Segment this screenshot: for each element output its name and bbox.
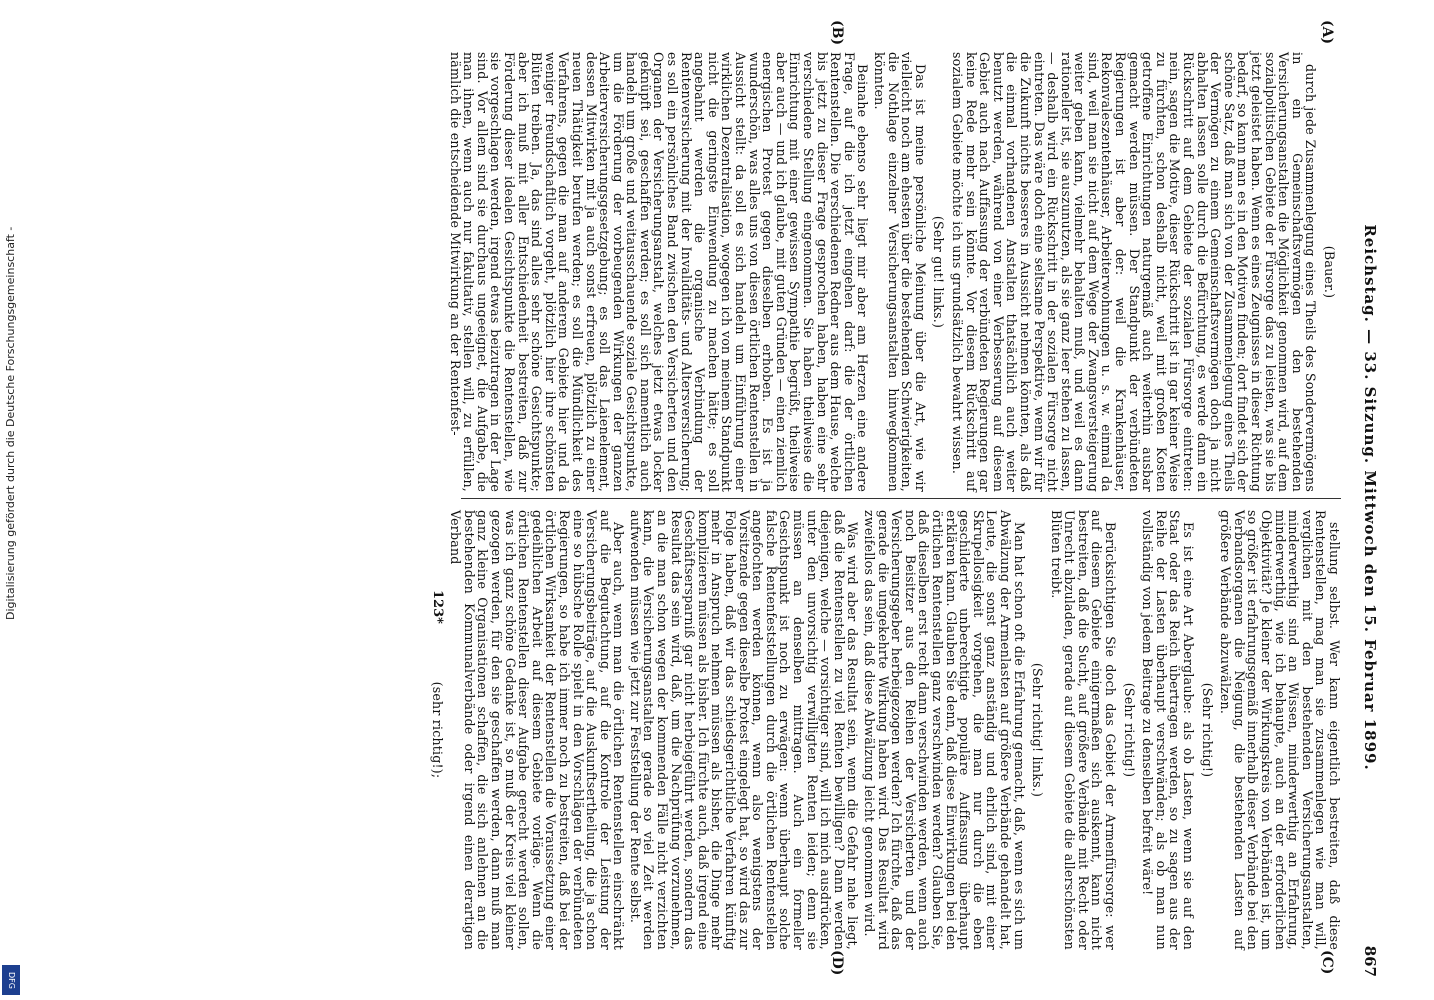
paragraph: durch jede Zusammenlegung eines Theils des Sondervermögens in ein Gemeinschaftsvermögen den bestehenden Versicherungsanstalten die Möglichkeit genommen wird, auf dem sozialpolitischen Gebiete der Fürsorge das zu leisten, was sie bis jetzt geleistet haben. Wenn es eines Zeugnisses in dieser Richtung bedarf, so kann man es in den Motiven finden; dort findet sich der schöne Satz, daß man sich von der Zusammenlegung eines Theils der Vermögen zu einem Gemeinschaftsvermögen doch ja nicht abhalten lassen solle durch die Befürchtung, es werde dann ein Rückschritt auf dem Gebiete der sozialen Fürsorge eintreten: nein, sagen die Motive, dieser Rückschritt ist in gar keiner Weise zu fürchten, schon deshalb nicht, weil mit großen Kosten getroffene Einrichtungen naturgemäß auch weiterhin ausbar gemacht werden müssen. Der Standpunkt der verbündeten Regierungen ist aber der: weil die Krankenhäuser, Rekonvaleszentenhäuser, Arbeiterwohnungen u. s. w. einmal da sind, weil man sie nicht auf dem Wege der Zwangsversteigerung weiter geben kann, vielmehr behalten muß, und weil es dann rationeller ist, sie auszunutzen, als sie ganz leer stehen zu lassen, — deshalb wird ein Rückschritt in der sozialen Fürsorge nicht eintreten. Das wäre doch eine seltsame Perspektive, wenn wir für die Zukunft nichts besseres in Aussicht nehmen könnten, als daß die einmal vorhandenen Anstalten thatsächlich auch weiter benutzt werden, während von einer Verbesserung auf diesem Gebiet auch nach Auffassung der verbündeten Regierungen gar keine Rede mehr sein könnte. Vor diesem Rückschritt auf sozialem Gebiete möchte ich uns grundsätzlich bewahrt wissen. xyxy=(949,52,1319,492)
margin-marker-c: (C) xyxy=(1319,950,1335,975)
interjection: (Sehr richtig! links.) xyxy=(1030,662,1046,798)
page-number: 867 xyxy=(1361,945,1379,977)
paragraph: Man hat schon oft die Erfahrung gemacht, daß, wenn es sich um Abwälzung der Armenlasten auf größere Verbände gehandelt hat, Leute, die sonst ganz anständig und ehrlich sind, mit einer Skrupellosigkeit vorgehen, die man nur durch die eben geschilderte unberechtigte populäre Auffassung überhaupt erklären kann. Glauben Sie denn, daß diese Einwirkungen bei den örtlichen Rentenstellen ganz verschwinden werden? Glauben Sie, daß dieselben erst recht dann verschwinden werden, wenn auch noch Beisitzer aus den Reihen der Versicherten und der Versicherungsgeber herbeigezogen werden? Ich fürchte, daß das gerade die umgekehrte Wirkung haben wird. Das Resultat wird zweifellos das sein, daß diese Abwälzung leicht genommen wird. xyxy=(862,510,1027,950)
paragraph: Was wird aber das Resultat sein, wenn die Gefahr nahe liegt, daß die Rentenstellen zu viel Renten bewilligen? Dann werden diejenigen, welche — vorsichtiger sind, will ich mich ausdrücken, unter den unvorsichtig verwilligten Renten leiden; denn sie müssen an denselben mittragen. Auch ein formeller Gesichtspunkt ist noch zu erwägen: wenn überhaupt solche falsche Rentenfeststellungen durch die örtlichen Rentenstellen angefochten werden können, wenn also wenigstens der Vorsitzende gegen dieselbe Protest eingelegt hat, so wird das zur Folge haben, daß wir das schiedsgerichtliche Verfahren künftig mehr in Anspruch nehmen müssen als bisher, die Dinge mehr komplizieren müssen als bisher. Ich fürchte auch, daß irgend eine Geschäftsersparniß gar nicht herbeigeführt werden, sondern das Resultat das sein wird, daß, um die Nachprüfung vorzunehmen, an die man schon wegen der kommenden Fälle nicht verzichten kann, die Versicherungsanstalten gerade so viel Zeit werden aufwenden müssen wie jetzt zur Feststellung der Rente selbst. xyxy=(627,510,861,950)
margin-marker-d: (D) xyxy=(829,950,845,976)
rotated-page xyxy=(20,10,1385,985)
margin-marker-a: (A) xyxy=(1319,20,1335,45)
header-title: Reichstag. — 33. Sitzung. Mittwoch den 15. Februar 1899. xyxy=(1361,224,1379,771)
paragraph: Es ist eine Art Aberglaube: als ob Lasten, wenn sie auf den Staat oder das Reich übertragen werden, so zu sagen aus der Reihe der Lasten überhaupt verschwänden; als ob man nun vollständig von jedem Beitrage zu denselben befreit wäre! xyxy=(1140,510,1197,950)
paragraph: Das ist meine persönliche Meinung über die Art, wie wir vielleicht noch am ehesten über die bestehenden Schwierigkeiten, die Nothlage einzelner Versicherungsanstalten hinwegkommen könnten. xyxy=(872,52,928,492)
paragraph: Aber auch, wenn man die örtlichen Rentenstellen einschränkt auf die Begutachtung, auf die Kontrole der Leistung der Versicherungsbeiträge, auf die Auskunftsertheilung, die ja schon eine so hübsche Rolle spielt in den Vorschlägen der verbündeten Regierungen, so habe ich immer noch zu bestreiten, daß bei der örtlichen Wirksamkeit der Rentenstellen die Voraussetzung einer gedeihlichen Arbeit auf diesem Gebiete vorläge. Wenn die örtlichen Rentenstellen dieser Aufgabe gerecht werden sollen, was ich ganz schöne Gedanke ist, so muß der Kreis viel kleiner gezogen werden, für den sie geschaffen werden, dann muß man ganz kleine Organisationen schaffen, die sich anlehnen an die bestehenden Kommunalverbände oder irgend einen derartigen Verband xyxy=(448,510,627,950)
speaker-name: (Bauer.) xyxy=(1322,245,1337,299)
digitization-note: Digitalisierung gefördert durch die Deutsche Forschungsgemeinschaft - xyxy=(4,226,17,620)
interjection: (Sehr gut! links.) xyxy=(931,215,947,329)
left-column xyxy=(445,52,1341,492)
margin-marker-b: (B) xyxy=(829,20,845,46)
interjection: (Sehr richtig!) xyxy=(1199,682,1215,778)
dfg-logo-icon: DFG xyxy=(2,965,20,995)
signature-mark: 123* xyxy=(430,590,445,624)
interjection: (sehr richtig!); xyxy=(429,681,445,779)
page-header xyxy=(1353,10,1385,985)
interjection: (Sehr richtig!) xyxy=(1121,682,1137,778)
paragraph: Berücksichtigen Sie doch das Gebiet der Armenfürsorge: wer auf diesem Gebiete einigermaßen sich auskennt, kann nicht bestreiten, daß die Sucht, auf größere Verbände mit Recht oder Unrecht abzuladen, gerade auf diesem Gebiete die allerschönsten Blüten treibt. xyxy=(1048,510,1119,950)
column-divider xyxy=(461,498,1341,499)
paragraph: Beinahe ebenso sehr liegt mir aber am Herzen eine andere Frage, auf die ich jetzt eingehen darf: die der örtlichen Rentenstellen. Die verschiedenen Redner aus dem Hause, welche bis jetzt zu dieser Frage gesprochen haben, haben eine sehr verschiedene Stellung eingenommen. Sie haben theilweise die Einrichtung mit einer gewissen Sympathie begrüßt, theilweise aber auch — und ich glaube, mit guten Gründen — einen ziemlich energischen Protest gegen dieselben erhoben. Es ist ja wunderschön, was alles uns von diesen örtlichen Rentenstellen in Aussicht stellt: da soll es sich handeln um Einführung einer wirklichen Dezentralisation, wogegen ich von meinem Standpunkt nicht die geringste Einwendung zu machen hätte; es soll angebahnt werden die organische Verbindung der Rentenversicherung mit der Invaliditäts- und Altersversicherung; es soll ein persönliches Band zwischen den Versicherten und den Organen der Versicherungsanstalt, welches jetzt etwas locker geknüpft sei, geschaffen werden; es soll sich namentlich auch handeln um große und weitausschauende soziale Gesichtspunkte, um die Förderung der vorbeugenden Wirkungen der ganzen Arbeiterversicherungsgesetzgebung; es soll das Laienelement, dessen Mitwirken mit ja auch sonst erfreuen, plötzlich zu einer neuen Thätigkeit berufen werden; es soll die Mündlichkeit des Verfahrens, gegen die man auf anderem Gebiete hier und da weniger freundschaftlich vorgeht, plötzlich hier ihre schönsten Blüten treiben. Ja, das sind alles sehr schöne Gesichtspunkte; aber ich muß mit aller Entschiedenheit bestreiten, daß zur Förderung dieser idealen Gesichtspunkte die Rentenstellen, wie sie vorgeschlagen werden, irgend etwas beizutragen in der Lage sind. Vor allem sind sie durchaus ungeeignet, die Aufgabe, die man ihnen, wenn auch nur fakultativ, stellen will, zu erfüllen, nämlich die entscheidende Mitwirkung an der Rentenfest- xyxy=(447,52,871,492)
paragraph: stellung selbst. Wer kann eigentlich bestreiten, daß diese Rentenstellen, mag man sie zusammenlegen wie man will, verglichen mit den bestehenden Versicherungsanstalten, minderwerthig sind an Wissen, minderwerthig an Erfahrung, minderwerthig, wie ich behaupte, auch an der erforderlichen Objektivität? Je kleiner der Wirkungskreis von Verbänden ist, um so größer ist erfahrungsgemäß innerhalb dieser Verbände bei den Verbandsorganen die Neigung, die bestehenden Lasten auf größere Verbände abzuwälzen. xyxy=(1218,510,1342,950)
right-column xyxy=(425,510,1341,950)
